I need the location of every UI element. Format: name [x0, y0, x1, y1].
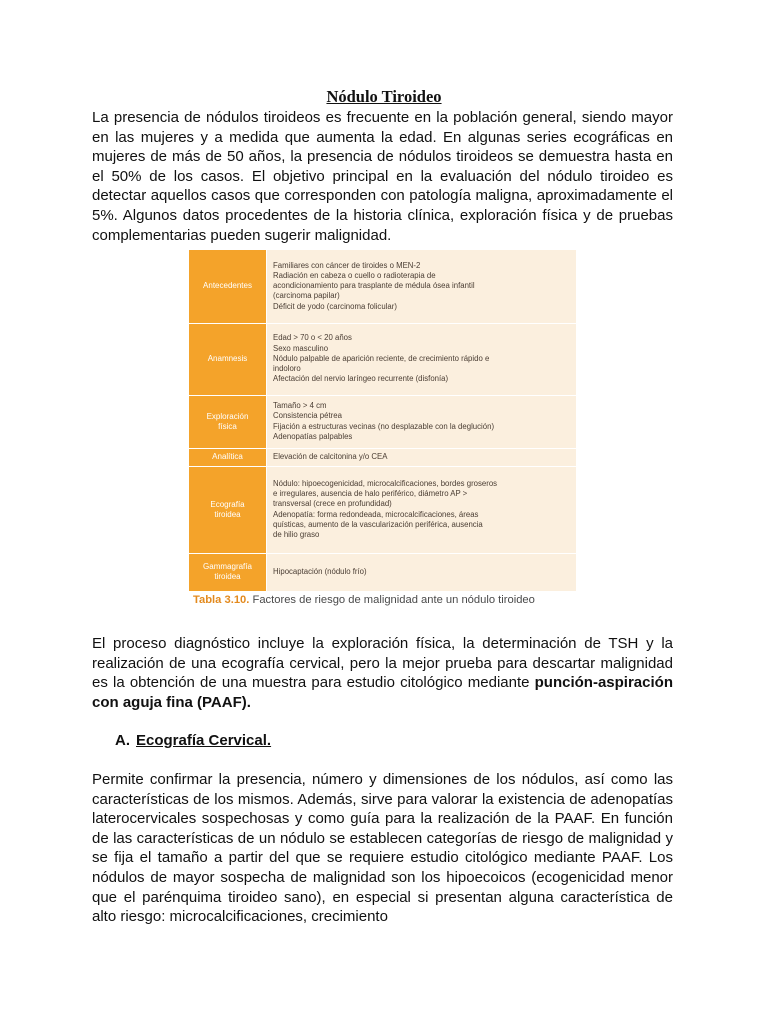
row-label-text: Analítica — [212, 452, 243, 461]
row-label-text: física — [218, 421, 237, 431]
row-label-text: tiroidea — [214, 572, 241, 581]
row-label-text: Anamnesis — [207, 354, 248, 363]
row-value — [267, 448, 577, 466]
row-value — [267, 466, 577, 553]
row-value — [267, 250, 577, 323]
row-line: e irregulares, ausencia de halo periférico, diámetro AP > — [273, 488, 468, 498]
intro-paragraph: La presencia de nódulos tiroideos es frecuente en la población general, siendo mayor en las mujeres y a medida que aumenta la edad. En algunas series ecográficas en mujeres de más de 50 años, la presencia de nódulos tiroideos se demuestra hasta en el 50% de los casos. El objetivo principal en la evaluación del nódulo tiroideo es detectar aquellos casos que corresponden con patología maligna, aproximadamente el 5%. Algunos datos procedentes de la historia clínica, exploración física y de pruebas complementarias pueden sugerir malignidad. — [92, 109, 673, 244]
row-value — [267, 323, 577, 395]
row-label-text: Ecografía — [210, 499, 245, 509]
row-line: Consistencia pétrea — [273, 411, 342, 421]
risk-factors-table — [189, 250, 576, 592]
row-line: Sexo masculino — [273, 343, 329, 353]
table-caption-text: Factores de riesgo de malignidad ante un nódulo tiroideo — [249, 594, 535, 606]
row-line: Adenopatía: forma redondeada, microcalcificaciones, áreas — [273, 509, 479, 519]
diagnostic-paragraph-bold: punción-aspiración con aguja fina (PAAF). — [92, 674, 673, 711]
row-line: (carcinoma papilar) — [273, 291, 340, 301]
row-value — [267, 395, 577, 448]
row-line: Familiares con cáncer de tiroides o MEN-2 — [273, 260, 421, 270]
row-line: Nódulo palpable de aparición reciente, de crecimiento rápido e — [273, 353, 490, 363]
row-line: Radiación en cabeza o cuello o radioterapia de — [273, 270, 436, 280]
row-line: transversal (crece en profundidad) — [273, 499, 392, 509]
row-line: quísticas, aumento de la vascularización periférica, ausencia — [273, 519, 483, 529]
table-row — [189, 395, 576, 448]
row-label-text: Gammagrafía — [203, 562, 252, 571]
row-line: indoloro — [273, 364, 301, 374]
row-label-text: tiroidea — [214, 509, 241, 519]
row-label — [189, 323, 267, 395]
row-value — [267, 553, 577, 591]
table-row — [189, 553, 576, 591]
page-title: Nódulo Tiroideo — [326, 87, 442, 106]
row-line: Nódulo: hipoecogenicidad, microcalcificaciones, bordes groseros — [273, 478, 498, 488]
row-line: Déficit de yodo (carcinoma folicular) — [273, 301, 397, 311]
row-line: Elevación de calcitonina y/o CEA — [273, 451, 388, 461]
row-line: Edad > 70 o < 20 años — [273, 333, 352, 343]
row-line: Fijación a estructuras vecinas (no desplazable con la deglución) — [273, 421, 495, 431]
row-label — [189, 395, 267, 448]
section-a-title: Ecografía Cervical. — [136, 732, 272, 749]
diagnostic-paragraph — [92, 634, 673, 712]
table-row — [189, 448, 576, 466]
row-line: de hilio graso — [273, 530, 320, 540]
risk-factors-table-figure — [189, 250, 576, 591]
row-line: Adenopatías palpables — [273, 431, 353, 441]
row-line: Hipocaptación (nódulo frío) — [273, 566, 367, 576]
row-line: Tamaño > 4 cm — [273, 400, 327, 410]
table-row — [189, 250, 576, 323]
row-label-text: Antecedentes — [203, 281, 252, 291]
section-a-letter: A. — [115, 732, 130, 749]
table-caption-number: Tabla 3.10. — [193, 594, 250, 606]
ultrasound-paragraph: Permite confirmar la presencia, número y dimensiones de los nódulos, así como las características de los mismos. Además, sirve para valorar la existencia de adenopatías laterocervicales sospechosas y como guía para la realización de la PAAF. En función de las características de un nódulo se establecen categorías de riesgo de malignidad y se fija el tamaño a partir del que se requiere estudio citológico mediante PAAF. Los nódulos de mayor sospecha de malignidad son los hipoecoicos (ecogenicidad menor que el parénquima tiroideo sano), en especial si presentan alguna característica de alto riesgo: microcalcificaciones, crecimiento — [92, 771, 673, 926]
row-label — [189, 466, 267, 553]
diagnostic-paragraph-text: El proceso diagnóstico incluye la exploración física, la determinación de TSH y la realización de una ecografía cervical, pero la mejor prueba para descartar malignidad es la obtención de una muestra para estudio citológico mediante — [92, 635, 673, 692]
section-a-heading — [115, 732, 271, 749]
table-caption — [193, 594, 535, 606]
row-label — [189, 553, 267, 591]
row-line: Afectación del nervio laríngeo recurrente (disfonía) — [273, 374, 449, 384]
row-line: acondicionamiento para trasplante de médula ósea infantil — [273, 281, 475, 291]
table-row — [189, 466, 576, 553]
row-label — [189, 448, 267, 466]
row-label — [189, 250, 267, 323]
table-row — [189, 323, 576, 395]
row-label-text: Exploración — [206, 411, 249, 421]
